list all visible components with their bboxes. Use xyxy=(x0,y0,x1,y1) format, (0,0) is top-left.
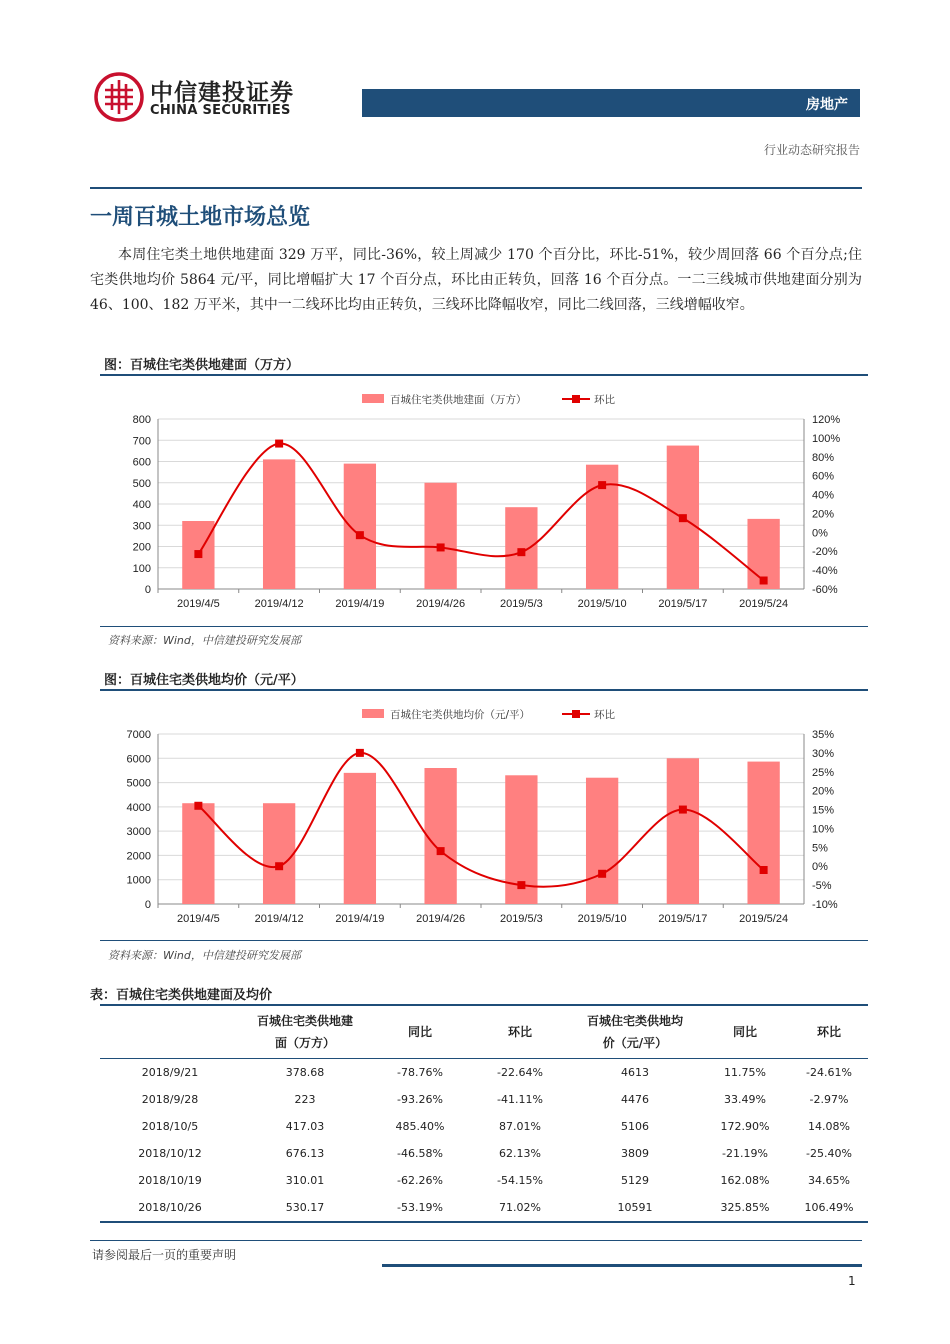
cell-price-yoy: 33.49% xyxy=(724,1093,766,1106)
y-right-tick-label: 25% xyxy=(812,766,835,779)
line-marker xyxy=(275,440,283,448)
y-left-tick-label: 500 xyxy=(132,477,151,490)
line-marker xyxy=(356,531,364,539)
company-logo-icon xyxy=(94,72,144,122)
header-price-yoy: 同比 xyxy=(700,1005,790,1059)
y-left-tick-label: 400 xyxy=(132,499,151,511)
section-title: 一周百城土地市场总览 xyxy=(90,205,311,230)
header-area-line2: 面（万方） xyxy=(274,1036,335,1050)
chart-supply-price xyxy=(100,695,868,935)
cell-area: 378.68 xyxy=(285,1066,325,1079)
line-marker xyxy=(356,749,364,757)
cell-date: 2018/10/26 xyxy=(100,1194,240,1222)
x-tick-label: 2019/4/26 xyxy=(416,913,466,925)
y-right-tick-label: 20% xyxy=(812,785,835,798)
y-right-tick-label: 20% xyxy=(812,508,835,521)
cell-price-mom: -25.40% xyxy=(806,1147,852,1160)
legend-line-marker xyxy=(572,395,580,403)
figure2-top-rule xyxy=(100,689,868,691)
x-tick-label: 2019/5/17 xyxy=(658,913,708,925)
cell-price-mom: 106.49% xyxy=(790,1194,868,1222)
x-tick-label: 2019/4/19 xyxy=(335,598,385,610)
figure1-title: 图：百城住宅类供地建面（万方） xyxy=(104,358,300,373)
y-right-tick-label: 15% xyxy=(812,804,835,817)
line-marker xyxy=(598,481,606,489)
cell-area-mom: -41.11% xyxy=(497,1093,543,1106)
x-tick-label: 2019/5/10 xyxy=(577,598,627,610)
line-marker xyxy=(194,802,202,810)
bar xyxy=(263,459,295,589)
disclaimer-note: 请参阅最后一页的重要声明 xyxy=(92,1248,237,1262)
x-tick-label: 2019/4/5 xyxy=(176,598,220,610)
table-row xyxy=(100,1140,868,1167)
line-marker xyxy=(517,881,525,889)
cell-area-mom: 62.13% xyxy=(499,1147,541,1160)
table-row xyxy=(100,1194,868,1222)
line-marker xyxy=(598,870,606,878)
header-price-mom: 环比 xyxy=(790,1005,868,1059)
y-left-tick-label: 1000 xyxy=(126,874,151,887)
y-left-tick-label: 6000 xyxy=(126,753,151,766)
x-tick-label: 2019/4/12 xyxy=(254,598,304,610)
y-right-tick-label: 60% xyxy=(812,470,835,483)
y-left-tick-label: 800 xyxy=(132,414,151,426)
legend-bar-label: 百城住宅类供地均价（元/平） xyxy=(390,709,531,721)
header-price-line1: 百城住宅类供地均 xyxy=(586,1014,683,1028)
y-left-tick-label: 0 xyxy=(144,899,151,911)
x-tick-label: 2019/4/5 xyxy=(176,913,220,925)
y-right-tick-label: 100% xyxy=(812,432,841,445)
cell-price-mom: -2.97% xyxy=(809,1093,849,1106)
cell-price: 3809 xyxy=(621,1147,649,1160)
cell-price: 10591 xyxy=(570,1194,700,1222)
page-number: 1 xyxy=(848,1274,856,1288)
figure1-bottom-rule xyxy=(100,626,868,627)
cell-price: 5106 xyxy=(621,1120,649,1133)
cell-price-yoy: 11.75% xyxy=(724,1066,766,1079)
bar xyxy=(747,762,779,904)
bar xyxy=(424,768,456,904)
cell-area-yoy: -62.26% xyxy=(397,1174,443,1187)
header-area-yoy: 同比 xyxy=(370,1005,470,1059)
cell-date: 2018/10/19 xyxy=(138,1174,202,1187)
header-divider xyxy=(90,187,862,189)
supply-table xyxy=(100,1004,868,1223)
header-area-line1: 百城住宅类供地建 xyxy=(256,1014,353,1028)
legend-line-marker xyxy=(572,710,580,718)
x-tick-label: 2019/5/3 xyxy=(499,598,543,610)
y-right-tick-label: 35% xyxy=(812,729,835,741)
line-marker xyxy=(679,806,687,814)
y-left-tick-label: 700 xyxy=(132,435,151,448)
y-right-tick-label: 10% xyxy=(812,823,835,836)
bar xyxy=(667,758,699,904)
y-left-tick-label: 600 xyxy=(132,456,151,469)
cell-price-yoy: 162.08% xyxy=(720,1174,770,1187)
y-left-tick-label: 100 xyxy=(132,562,151,575)
line-marker xyxy=(679,514,687,522)
footer-accent-rule xyxy=(382,1264,862,1267)
brand-name-cn: 中信建投证券 xyxy=(150,80,294,106)
figure1-top-rule xyxy=(100,374,868,376)
y-left-tick-label: 4000 xyxy=(126,801,151,814)
cell-area-yoy: -78.76% xyxy=(397,1066,443,1079)
cell-area-mom: 87.01% xyxy=(499,1120,541,1133)
cell-date: 2018/10/12 xyxy=(138,1147,202,1160)
figure1-source: 资料来源：Wind，中信建投研究发展部 xyxy=(108,634,301,647)
x-tick-label: 2019/5/17 xyxy=(658,598,708,610)
legend-line-label: 环比 xyxy=(594,709,615,721)
y-right-tick-label: -40% xyxy=(812,565,838,578)
y-right-tick-label: 80% xyxy=(812,451,835,464)
table-row xyxy=(100,1086,868,1113)
cell-price: 4613 xyxy=(621,1066,649,1079)
cell-price-yoy: -21.19% xyxy=(722,1147,768,1160)
y-right-tick-label: 5% xyxy=(812,842,828,855)
cell-area-yoy: -93.26% xyxy=(397,1093,443,1106)
legend-bar-label: 百城住宅类供地建面（万方） xyxy=(390,394,527,406)
table-row xyxy=(100,1059,868,1087)
line-marker xyxy=(517,548,525,556)
figure2-bottom-rule xyxy=(100,940,868,941)
y-right-tick-label: -60% xyxy=(812,584,838,596)
cell-area: 223 xyxy=(294,1093,316,1106)
header-area-mom: 环比 xyxy=(470,1005,570,1059)
table-row xyxy=(100,1113,868,1140)
y-left-tick-label: 3000 xyxy=(126,826,151,839)
bar xyxy=(344,464,376,589)
line-marker xyxy=(437,543,445,551)
header-area xyxy=(240,1005,370,1059)
cell-price-yoy: 325.85% xyxy=(700,1194,790,1222)
table-title: 表：百城住宅类供地建面及均价 xyxy=(90,988,273,1003)
bar xyxy=(505,507,537,589)
brand-name-en: CHINA SECURITIES xyxy=(150,103,291,118)
cell-area-mom: 71.02% xyxy=(470,1194,570,1222)
y-left-tick-label: 5000 xyxy=(126,777,151,790)
cell-price-mom: 34.65% xyxy=(808,1174,850,1187)
table-header-row xyxy=(100,1005,868,1059)
footer-divider xyxy=(90,1240,862,1241)
cell-price-yoy: 172.90% xyxy=(720,1120,770,1133)
y-right-tick-label: -20% xyxy=(812,546,838,559)
chart-supply-area xyxy=(100,380,868,620)
y-left-tick-label: 2000 xyxy=(126,850,151,863)
report-type: 行业动态研究报告 xyxy=(763,143,860,157)
cell-area: 310.01 xyxy=(285,1174,325,1187)
x-tick-label: 2019/4/19 xyxy=(335,913,385,925)
bar xyxy=(586,778,618,904)
x-tick-label: 2019/5/3 xyxy=(499,913,543,925)
y-right-tick-label: 120% xyxy=(812,414,841,426)
header-date xyxy=(100,1005,240,1059)
cell-area-mom: -22.64% xyxy=(497,1066,543,1079)
y-right-tick-label: 40% xyxy=(812,489,835,502)
cell-date: 2018/10/5 xyxy=(141,1120,199,1133)
bar xyxy=(263,803,295,904)
x-tick-label: 2019/5/10 xyxy=(577,913,627,925)
cell-price: 4476 xyxy=(621,1093,649,1106)
y-right-tick-label: -5% xyxy=(812,880,832,893)
cell-area: 530.17 xyxy=(240,1194,370,1222)
bar xyxy=(424,483,456,589)
line-marker xyxy=(760,866,768,874)
cell-date: 2018/9/28 xyxy=(141,1093,199,1106)
header-price xyxy=(570,1005,700,1059)
line-marker xyxy=(760,577,768,585)
y-left-tick-label: 300 xyxy=(132,520,151,533)
y-right-tick-label: 0% xyxy=(812,527,828,540)
sector-banner xyxy=(362,89,860,117)
line-marker xyxy=(437,847,445,855)
y-left-tick-label: 200 xyxy=(132,541,151,554)
figure2-title: 图：百城住宅类供地均价（元/平） xyxy=(104,673,304,688)
cell-area-yoy: -46.58% xyxy=(397,1147,443,1160)
legend-bar-swatch xyxy=(362,709,384,718)
cell-price-mom: 14.08% xyxy=(808,1120,850,1133)
legend-bar-swatch xyxy=(362,394,384,403)
header-price-line2: 价（元/平） xyxy=(602,1036,668,1050)
cell-price: 5129 xyxy=(621,1174,649,1187)
table-row xyxy=(100,1167,868,1194)
cell-area-mom: -54.15% xyxy=(497,1174,543,1187)
y-right-tick-label: 0% xyxy=(812,861,828,874)
line-marker xyxy=(275,862,283,870)
line-marker xyxy=(194,550,202,558)
figure2-source: 资料来源：Wind，中信建投研究发展部 xyxy=(108,949,301,962)
y-right-tick-label: -10% xyxy=(812,899,838,911)
cell-date: 2018/9/21 xyxy=(141,1066,199,1079)
bar xyxy=(344,773,376,904)
y-right-tick-label: 30% xyxy=(812,747,835,760)
x-tick-label: 2019/5/24 xyxy=(739,598,789,610)
x-tick-label: 2019/5/24 xyxy=(739,913,789,925)
cell-area: 417.03 xyxy=(285,1120,325,1133)
cell-area: 676.13 xyxy=(285,1147,325,1160)
x-tick-label: 2019/4/26 xyxy=(416,598,466,610)
y-left-tick-label: 7000 xyxy=(126,729,151,741)
cell-price-mom: -24.61% xyxy=(806,1066,852,1079)
legend-line-label: 环比 xyxy=(594,394,615,406)
cell-area-yoy: -53.19% xyxy=(370,1194,470,1222)
x-tick-label: 2019/4/12 xyxy=(254,913,304,925)
cell-area-yoy: 485.40% xyxy=(395,1120,445,1133)
summary-paragraph: 本周住宅类土地供地建面 329 万平，同比-36%，较上周减少 170 个百分比，环比-51%，较少周回落 66 个百分点;住宅类供地均价 5864 元/平，同比增幅扩大 17 个百分点，环比由正转负，回落 16 个百分点。一二三线城市供地建面分别为 46、100、182 万平米，其中一二线环比均由正转负，三线环比降幅收窄，同比二线回落，三线增幅收窄。 xyxy=(90,247,862,313)
sector-label: 房地产 xyxy=(806,97,848,113)
y-left-tick-label: 0 xyxy=(144,584,151,596)
